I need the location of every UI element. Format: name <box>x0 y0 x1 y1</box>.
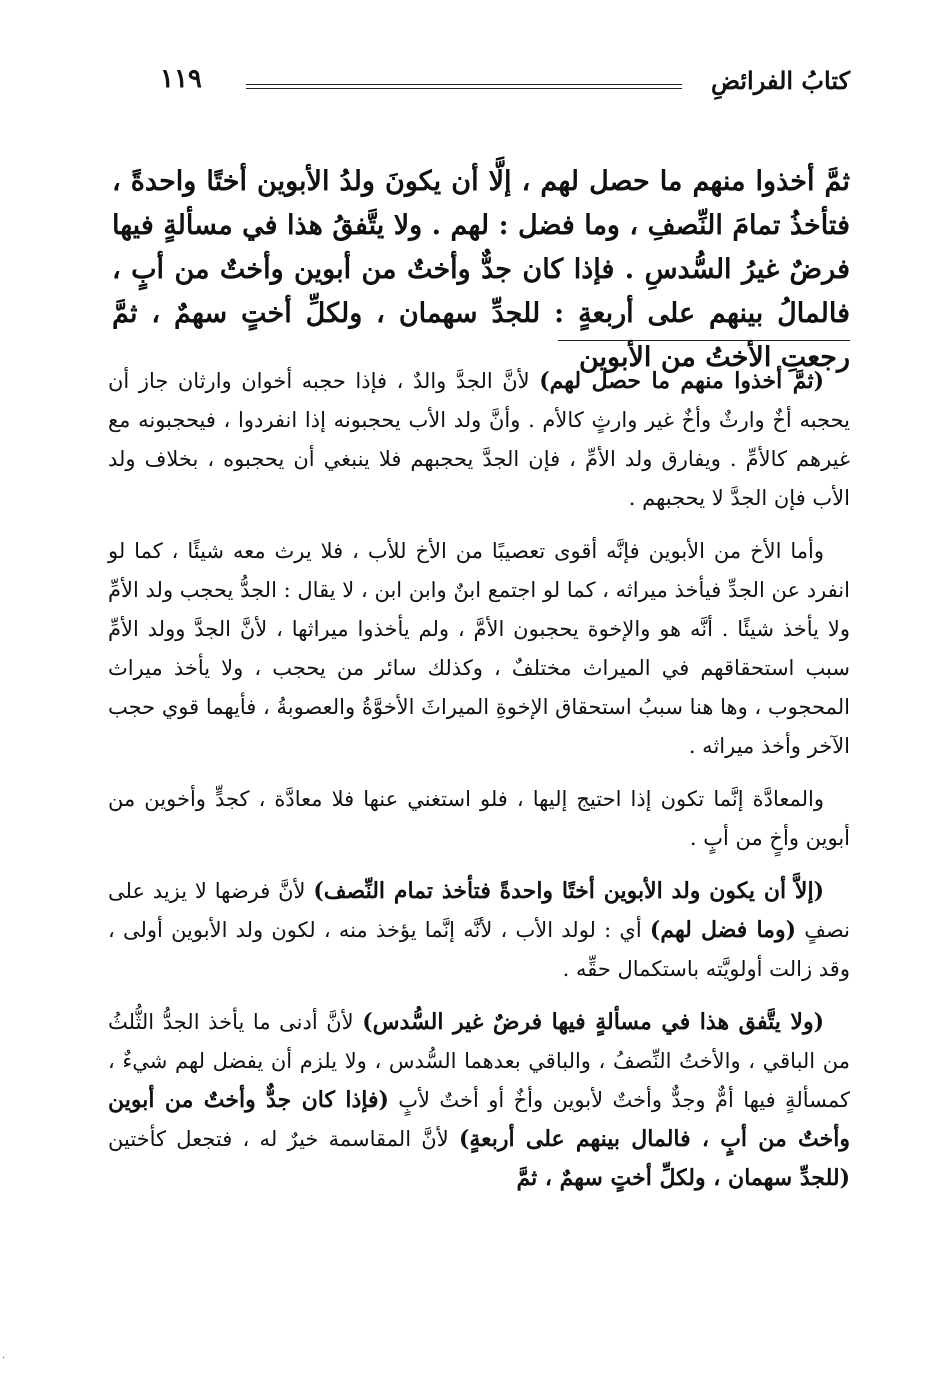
lemma: (وما فضل لهم) <box>649 917 796 943</box>
commentary-paragraph-3 <box>108 780 850 858</box>
lemma: (فإذا كان جدٌّ وأختٌ من أبوين وأختٌ من أبٍ ، فالمال بينهم على أربعةٍ) <box>108 1087 850 1152</box>
text-separator <box>558 340 850 341</box>
commentary <box>108 362 850 1212</box>
main-text <box>112 160 850 380</box>
lemma: (إلاَّ أن يكون ولد الأبوين أختًا واحدةً فتأخذ تمام النِّصف) <box>313 878 824 904</box>
lemma: (ثمَّ أخذوا منهم ما حصل لهم) <box>539 368 824 394</box>
commentary-text: لأنَّ فرضها لا يزيد على نصفٍ <box>108 879 850 942</box>
lemma: (للجدِّ سهمان ، ولكلِّ أختٍ سهمٌ ، ثمَّ <box>516 1165 850 1191</box>
matn-paragraph: ثمَّ أخذوا منهم ما حصل لهم ، إلَّا أن يكونَ ولدُ الأبوين أختًا واحدةً ، فتأخذُ تمامَ النِّصفِ ، وما فضل : لهم . ولا يتَّفقُ هذا في مسألةٍ فيها فرضٌ غيرُ السُّدسِ . فإذا كان جدٌّ وأختٌ من أبوين وأختٌ من أبٍ ، فالمالُ بينهم على أربعةٍ : للجدِّ سهمان ، ولكلِّ أختٍ سهمٌ ، ثمَّ رجعتِ الأختُ من الأبوين <box>112 166 850 373</box>
scan-mark: . <box>2 1350 6 1361</box>
header-rule <box>246 84 682 89</box>
commentary-text: لأنَّ أدنى ما يأخذ الجدُّ الثُّلثُ من الباقي ، والأختُ النِّصفُ ، والباقي بعدهما السُّدس ، ولا يلزم أن يفضل لهم شيءٌ ، كمسألةٍ فيها أمٌّ وجدٌّ وأختٌ لأبوين وأخٌ أو أختٌ لأبٍ <box>108 1010 850 1112</box>
commentary-paragraph-5 <box>108 1003 850 1198</box>
running-title: كتابُ الفرائضِ <box>710 66 850 95</box>
commentary-text: والمعادَّة إنَّما تكون إذا احتيج إليها ، فلو استغني عنها فلا معادَّة ، كجدٍّ وأخوين من أبوين وأخٍ من أبٍ . <box>108 787 850 850</box>
commentary-text: أي : لولد الأب ، لأنَّه إنَّما يؤخذ منه ، لكون ولد الأبوين أولى ، وقد زالت أولويَّته باستكمال حقِّه . <box>108 918 850 981</box>
commentary-text: وأما الأخ من الأبوين فإنَّه أقوى تعصيبًا من الأخ للأب ، فلا يرث معه شيئًا ، كما لو انفرد عن الجدِّ فيأخذ ميراثه ، كما لو اجتمع ابنٌ وابن ابن ، لا يقال : الجدُّ يحجب ولد الأمِّ ولا يأخذ شيئًا . أنَّه هو والإخوة يحجبون الأمَّ ، ولم يأخذوا ميراثها ، لأنَّ الجدَّ وولد الأمِّ سبب استحقاقهم في الميراث مختلفٌ ، وكذلك سائر من يحجب ، ولا يأخذ ميراث المحجوب ، وها هنا سببُ استحقاق الإخوةِ الميراثَ الأخوَّةُ والعصوبةُ ، فأيهما قوي حجب الآخر وأخذ ميراثه . <box>108 539 851 758</box>
commentary-paragraph-4 <box>108 872 850 989</box>
commentary-text: لأنَّ الجدَّ والدٌ ، فإذا حجبه أخوان وارثان جاز أن يحجبه أخٌ وارثٌ وأخٌ غير وارثٍ كالأم . وأنَّ ولد الأب يحجبونه إذا انفردوا ، فيحجبونه مع غيرهم كالأمِّ . ويفارق ولد الأمِّ ، فإن الجدَّ يحجبهم فلا ينبغي أن يحجبوه ، بخلاف ولد الأب فإن الجدَّ لا يحجبهم . <box>108 369 850 510</box>
page-number: ١١٩ <box>160 64 202 94</box>
lemma: (ولا يتَّفق هذا في مسألةٍ فيها فرضٌ غير السُّدس) <box>362 1009 824 1035</box>
commentary-paragraph-1 <box>108 362 850 518</box>
page-header <box>160 60 850 104</box>
commentary-paragraph-2 <box>108 532 850 766</box>
commentary-text: لأنَّ المقاسمة خيرٌ له ، فتجعل كأختين <box>108 1127 459 1151</box>
